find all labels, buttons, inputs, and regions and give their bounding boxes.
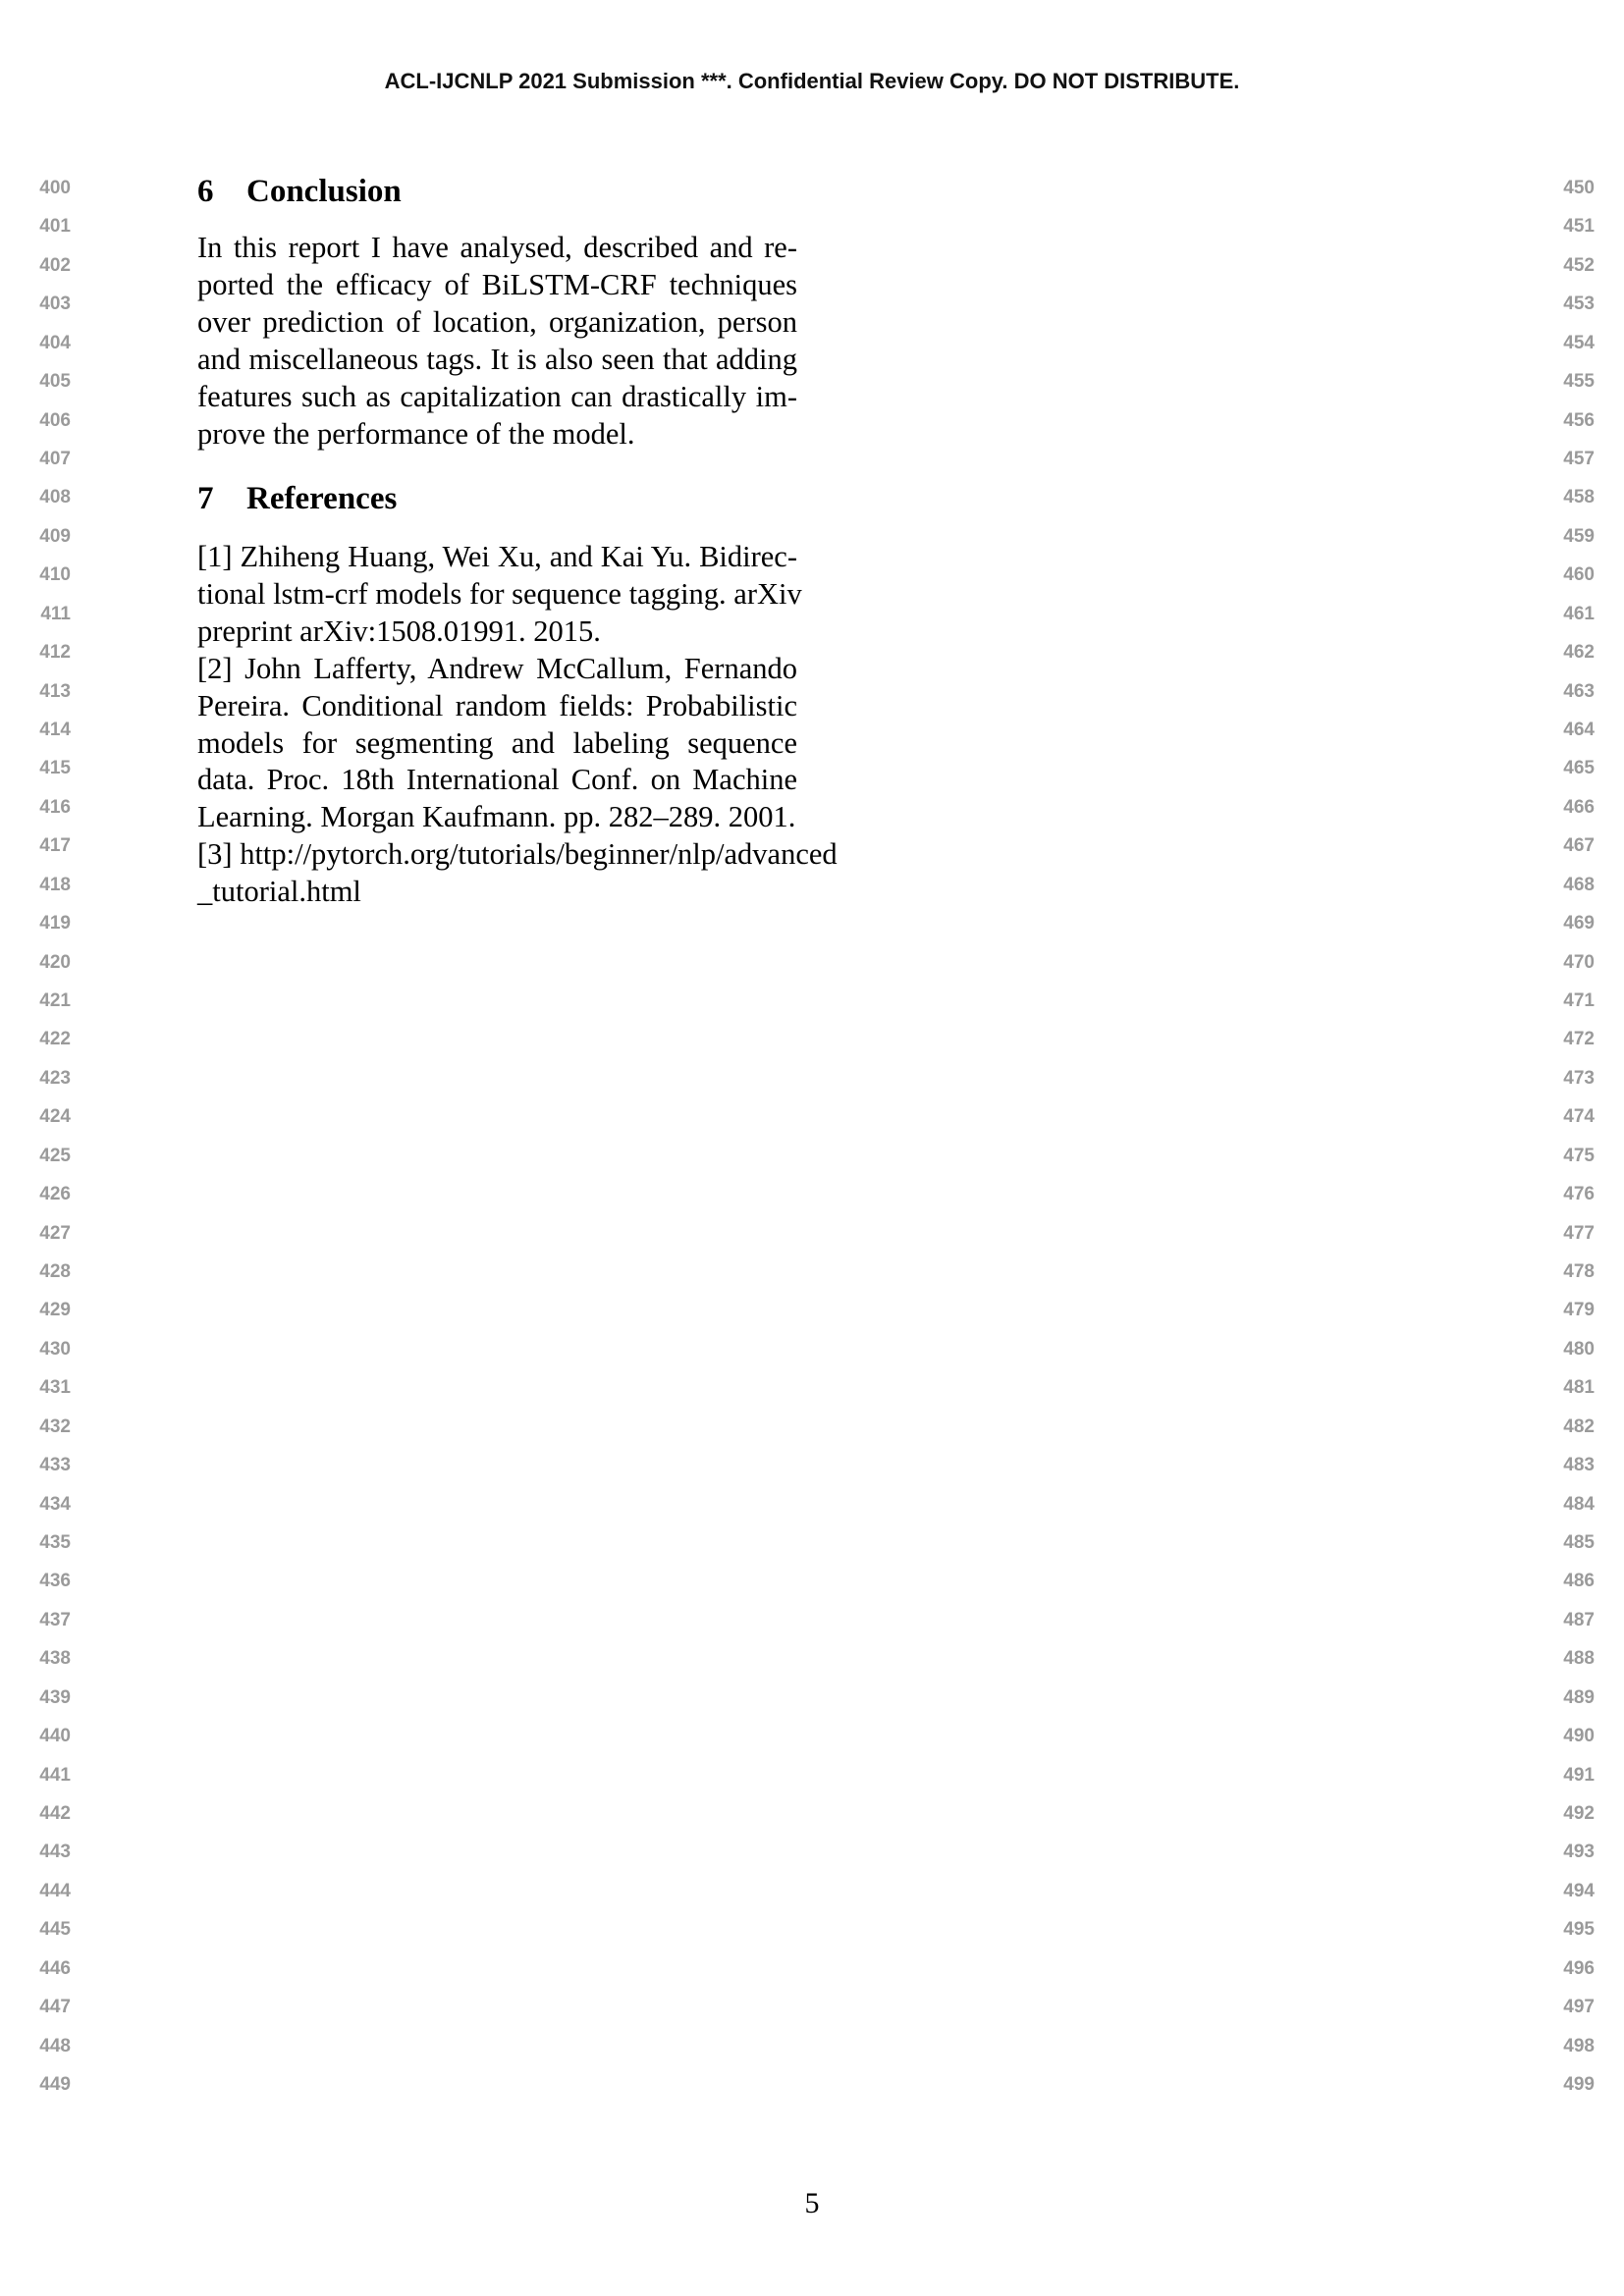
line-number: 475 bbox=[1563, 1145, 1595, 1166]
line-number: 481 bbox=[1563, 1377, 1595, 1399]
line-number: 421 bbox=[39, 990, 71, 1012]
text-line: models for segmenting and labeling sequence bbox=[197, 725, 797, 760]
line-number: 485 bbox=[1563, 1532, 1595, 1554]
line-number: 453 bbox=[1563, 294, 1595, 315]
line-number: 463 bbox=[1563, 680, 1595, 702]
line-number: 486 bbox=[1563, 1571, 1595, 1592]
line-number: 419 bbox=[39, 913, 71, 934]
line-number: 445 bbox=[39, 1919, 71, 1941]
line-number: 400 bbox=[39, 178, 71, 198]
line-number: 438 bbox=[39, 1648, 71, 1670]
line-number: 424 bbox=[39, 1106, 71, 1128]
line-number: 427 bbox=[39, 1222, 71, 1244]
line-number: 434 bbox=[39, 1493, 71, 1515]
line-number: 482 bbox=[1563, 1415, 1595, 1437]
line-number: 495 bbox=[1563, 1919, 1595, 1941]
line-number: 415 bbox=[39, 758, 71, 779]
line-number: 444 bbox=[39, 1880, 71, 1901]
line-number: 497 bbox=[1563, 1997, 1595, 2018]
text-line: [2] John Lafferty, Andrew McCallum, Fernando bbox=[197, 651, 797, 685]
line-number: 466 bbox=[1563, 796, 1595, 818]
line-number: 431 bbox=[39, 1377, 71, 1399]
section-heading-conclusion bbox=[197, 172, 402, 211]
line-number: 484 bbox=[1563, 1493, 1595, 1515]
line-number: 479 bbox=[1563, 1300, 1595, 1321]
line-number: 471 bbox=[1563, 990, 1595, 1012]
line-number: 442 bbox=[39, 1803, 71, 1825]
line-number: 439 bbox=[39, 1686, 71, 1708]
section-title: Conclusion bbox=[246, 174, 402, 209]
line-number: 458 bbox=[1563, 487, 1595, 508]
line-number: 412 bbox=[39, 642, 71, 664]
line-number: 450 bbox=[1563, 178, 1595, 198]
line-number: 432 bbox=[39, 1415, 71, 1437]
line-number: 437 bbox=[39, 1609, 71, 1630]
line-number: 404 bbox=[39, 332, 71, 353]
line-number: 455 bbox=[1563, 371, 1595, 393]
line-number: 454 bbox=[1563, 332, 1595, 353]
text-line: [1] Zhiheng Huang, Wei Xu, and Kai Yu. Bidirec- bbox=[197, 540, 797, 573]
line-number: 469 bbox=[1563, 913, 1595, 934]
line-number: 498 bbox=[1563, 2035, 1595, 2056]
line-number: 443 bbox=[39, 1842, 71, 1863]
line-number: 405 bbox=[39, 371, 71, 393]
section-title: References bbox=[246, 481, 398, 516]
line-number: 418 bbox=[39, 874, 71, 895]
line-number: 467 bbox=[1563, 835, 1595, 857]
text-line: data. Proc. 18th International Conf. on Machine bbox=[197, 763, 797, 797]
line-number: 403 bbox=[39, 294, 71, 315]
line-number: 452 bbox=[1563, 254, 1595, 276]
section-heading-references bbox=[197, 479, 397, 518]
line-number: 435 bbox=[39, 1532, 71, 1554]
line-number: 430 bbox=[39, 1338, 71, 1360]
line-number: 474 bbox=[1563, 1106, 1595, 1128]
line-number: 472 bbox=[1563, 1029, 1595, 1050]
text-line: features such as capitalization can drastically im- bbox=[197, 379, 797, 413]
text-line: ported the efficacy of BiLSTM-CRF techniques bbox=[197, 267, 797, 301]
line-number: 410 bbox=[39, 564, 71, 586]
line-number: 422 bbox=[39, 1029, 71, 1050]
line-number: 461 bbox=[1563, 603, 1595, 624]
section-number: 7 bbox=[197, 481, 214, 516]
line-number: 448 bbox=[39, 2035, 71, 2056]
line-number: 473 bbox=[1563, 1067, 1595, 1089]
line-number: 494 bbox=[1563, 1880, 1595, 1901]
line-number: 446 bbox=[39, 1957, 71, 1979]
line-number: 406 bbox=[39, 409, 71, 431]
line-number: 456 bbox=[1563, 409, 1595, 431]
page-number: 5 bbox=[804, 2187, 820, 2219]
line-number: 468 bbox=[1563, 874, 1595, 895]
line-number: 459 bbox=[1563, 525, 1595, 547]
line-number: 490 bbox=[1563, 1726, 1595, 1747]
text-line: over prediction of location, organization, person bbox=[197, 304, 797, 339]
text-line: and miscellaneous tags. It is also seen that adding bbox=[197, 342, 797, 376]
line-number: 428 bbox=[39, 1261, 71, 1283]
line-number: 433 bbox=[39, 1455, 71, 1476]
line-number: 423 bbox=[39, 1067, 71, 1089]
line-number: 409 bbox=[39, 525, 71, 547]
line-number: 488 bbox=[1563, 1648, 1595, 1670]
line-number: 402 bbox=[39, 254, 71, 276]
line-number: 451 bbox=[1563, 216, 1595, 238]
line-number: 414 bbox=[39, 720, 71, 741]
line-number: 470 bbox=[1563, 951, 1595, 973]
line-number: 436 bbox=[39, 1571, 71, 1592]
line-number: 425 bbox=[39, 1145, 71, 1166]
line-number: 420 bbox=[39, 951, 71, 973]
line-number: 493 bbox=[1563, 1842, 1595, 1863]
line-number: 441 bbox=[39, 1764, 71, 1786]
line-number: 496 bbox=[1563, 1957, 1595, 1979]
line-number: 411 bbox=[40, 603, 71, 624]
text-line: prove the performance of the model. bbox=[197, 416, 635, 451]
line-number: 416 bbox=[39, 796, 71, 818]
text-line: preprint arXiv:1508.01991. 2015. bbox=[197, 614, 601, 648]
text-line: [3] http://pytorch.org/tutorials/beginner/nlp/advanced bbox=[197, 837, 838, 872]
line-number: 460 bbox=[1563, 564, 1595, 586]
text-line: Pereira. Conditional random fields: Probabilistic bbox=[197, 688, 797, 722]
line-number: 413 bbox=[39, 680, 71, 702]
line-number: 426 bbox=[39, 1184, 71, 1205]
references-list bbox=[197, 539, 838, 911]
line-number: 464 bbox=[1563, 720, 1595, 741]
text-line: _tutorial.html bbox=[197, 875, 361, 909]
line-number: 489 bbox=[1563, 1686, 1595, 1708]
section-number: 6 bbox=[197, 174, 214, 209]
line-number: 407 bbox=[39, 449, 71, 469]
line-number: 487 bbox=[1563, 1609, 1595, 1630]
line-number: 440 bbox=[39, 1726, 71, 1747]
page-header: ACL-IJCNLP 2021 Submission ***. Confidential Review Copy. DO NOT DISTRIBUTE. bbox=[384, 69, 1240, 93]
line-number: 477 bbox=[1563, 1222, 1595, 1244]
line-number: 401 bbox=[39, 216, 71, 238]
line-number: 483 bbox=[1563, 1455, 1595, 1476]
line-number: 492 bbox=[1563, 1803, 1595, 1825]
line-number: 499 bbox=[1563, 2074, 1595, 2096]
line-number: 429 bbox=[39, 1300, 71, 1321]
line-number: 491 bbox=[1563, 1764, 1595, 1786]
line-number: 478 bbox=[1563, 1261, 1595, 1283]
line-number: 465 bbox=[1563, 758, 1595, 779]
conclusion-paragraph bbox=[197, 230, 797, 453]
text-line: In this report I have analysed, described and re- bbox=[197, 231, 797, 264]
line-number: 480 bbox=[1563, 1338, 1595, 1360]
line-number: 462 bbox=[1563, 642, 1595, 664]
line-number: 447 bbox=[39, 1997, 71, 2018]
line-number: 449 bbox=[39, 2074, 71, 2096]
text-line: tional lstm-crf models for sequence tagging. arXiv bbox=[197, 576, 802, 611]
line-number: 408 bbox=[39, 487, 71, 508]
text-line: Learning. Morgan Kaufmann. pp. 282–289. 2001. bbox=[197, 800, 796, 834]
line-number: 457 bbox=[1563, 449, 1595, 469]
line-number: 417 bbox=[39, 835, 71, 857]
line-number: 476 bbox=[1563, 1184, 1595, 1205]
